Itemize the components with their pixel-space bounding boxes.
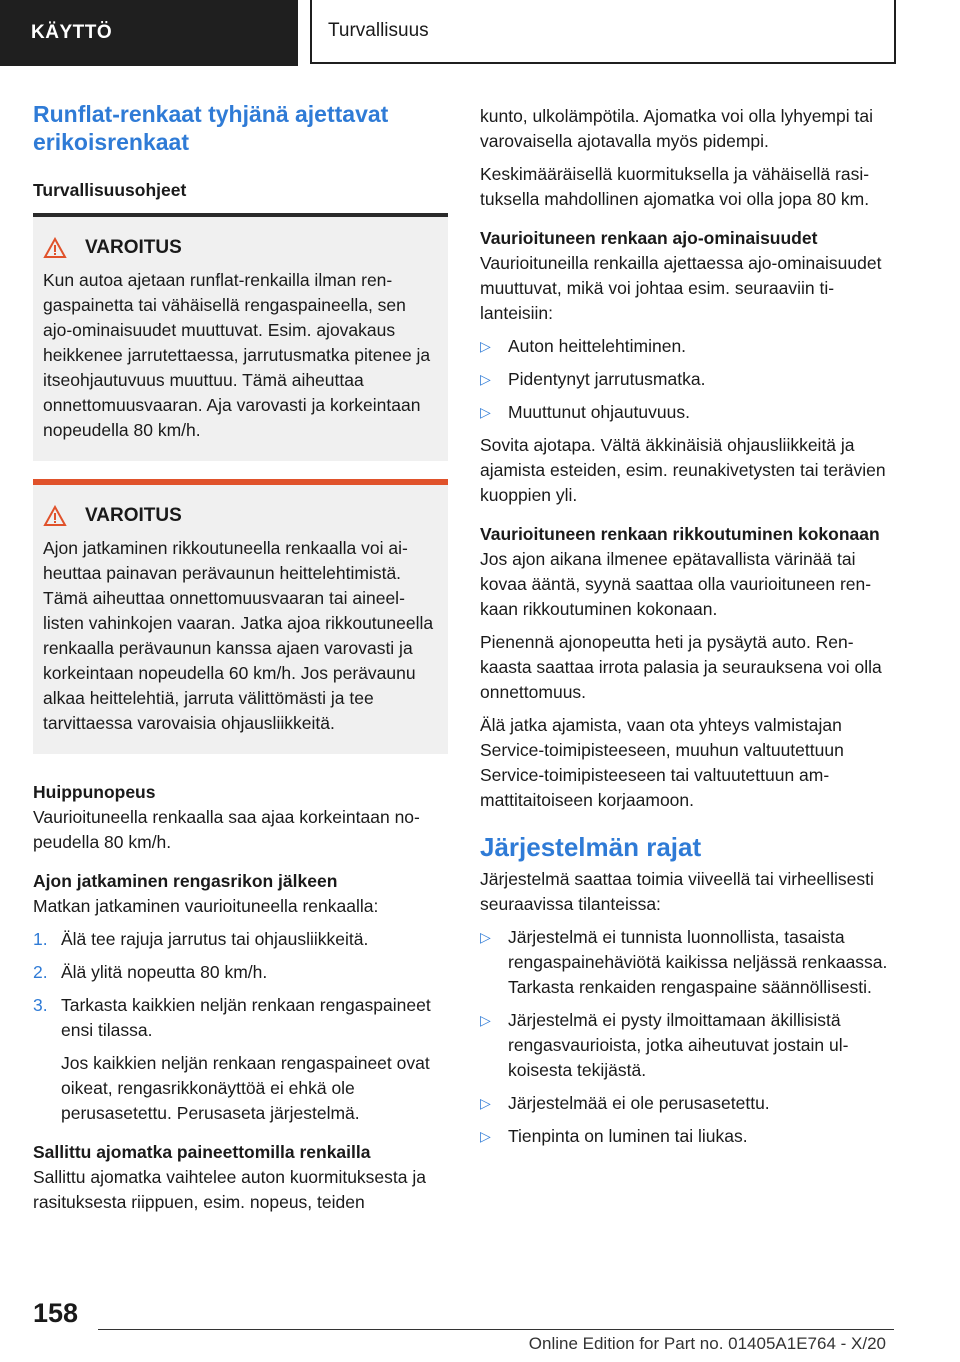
warning-title-2	[43, 503, 438, 528]
step-text: Älä ylitä nopeutta 80 km/h.	[61, 962, 268, 982]
bullet-triangle-icon: ▷	[480, 338, 491, 354]
list-item	[480, 334, 895, 359]
bullet-triangle-icon: ▷	[480, 1012, 491, 1028]
handling-text: Vaurioituneilla renkailla ajettaessa ajo-ominaisuudet muuttuvat, mikä voi johtaa esim. seuraaviin tilanteisiin:	[480, 253, 882, 323]
warning-triangle-icon	[43, 237, 67, 259]
failure-heading: Vaurioituneen renkaan rikkoutuminen kokonaan	[480, 524, 880, 544]
list-item	[480, 1091, 895, 1116]
list-item	[480, 925, 895, 1000]
step-number: 3.	[33, 995, 48, 1015]
list-item	[33, 993, 448, 1043]
step-note: Jos kaikkien neljän renkaan rengaspaineet ovat oikeat, rengasrikkonäyttöä ei ehkä ole perusasetettu. Perusaseta järjestelmä.	[61, 1053, 430, 1123]
range-average: Keskimääräisellä kuormituksella ja vähäisellä rasituksella mahdollinen ajomatka voi olla jopa 80 km.	[480, 164, 870, 209]
item-text: Tienpinta on luminen tai liukas.	[508, 1126, 748, 1146]
safety-heading: Turvallisuusohjeet	[33, 180, 187, 200]
warning-title-1	[43, 235, 438, 260]
step-text: Älä tee rajuja jarrutus tai ohjausliikkeitä.	[61, 929, 369, 949]
list-item	[480, 400, 895, 425]
page-title: Runflat-renkaat tyhjänä ajettavat erikoisrenkaat	[33, 101, 389, 155]
warning-label-2: VAROITUS	[85, 505, 182, 526]
handling-heading: Vaurioituneen renkaan ajo-ominaisuudet	[480, 228, 818, 248]
item-text: Järjestelmä ei pysty ilmoittamaan äkillisistä rengasvaurioista, jotka aiheutuvat jostain ulkoisesta tekijästä.	[508, 1010, 849, 1080]
warning-box-1	[33, 217, 448, 461]
warning-box-2	[33, 485, 448, 754]
continue-intro: Matkan jatkaminen vaurioituneella renkaalla:	[33, 896, 379, 916]
failure-p1: Jos ajon aikana ilmenee epätavallista värinää tai kovaa ääntä, syynä saattaa olla vaurioituneen renkaan rikkoutuminen kokonaan.	[480, 549, 872, 619]
failure-p3: Älä jatka ajamista, vaan ota yhteys valmistajan Service-toimipisteeseen, muuhun valtuutettuun Service-toimipisteeseen tai valtuutettuun ammattitaitoiseen korjaamoon.	[480, 715, 844, 810]
handling-after: Sovita ajotapa. Vältä äkkinäisiä ohjausliikkeitä ja ajamista esteiden, esim. reunakivetysten tai terävien kuoppien yli.	[480, 435, 886, 505]
bullet-triangle-icon: ▷	[480, 1095, 491, 1111]
item-text: Auton heittelehtiminen.	[508, 336, 687, 356]
item-text: Järjestelmä ei tunnista luonnollista, tasaista rengaspainehäviötä kaikissa neljässä renkaassa. Tarkasta renkaiden rengaspaine säännöllisesti.	[508, 927, 888, 997]
limits-list	[480, 925, 895, 1149]
handling-list	[480, 334, 895, 425]
top-speed-text: Vaurioituneella renkaalla saa ajaa korkeintaan nopeudella 80 km/h.	[33, 807, 420, 852]
chapter-label: Turvallisuus	[328, 20, 429, 41]
limits-intro: Järjestelmä saattaa toimia viiveellä tai virheellisesti seuraavissa tilanteissa:	[480, 869, 874, 914]
warning-text-1: Kun autoa ajetaan runflat-renkailla ilman rengaspainetta tai vähäisellä rengaspaineella, sen ajo-ominaisuudet muuttuvat. Esim. ajovakaus heikkenee jarrutettaessa, jarrutusmatka pitenee ja itseohjautuvuus muuttuu. Tämä aiheuttaa onnettomuusvaaran. Aja varovasti ja korkeintaan nopeudella 80 km/h.	[43, 270, 431, 440]
bullet-triangle-icon: ▷	[480, 404, 491, 420]
range-text: Sallittu ajomatka vaihtelee auton kuormituksesta ja rasituksesta riippuen, esim. nopeus, teiden	[33, 1167, 426, 1212]
list-item	[480, 367, 895, 392]
list-item	[33, 960, 448, 985]
range-text-cont: kunto, ulkolämpötila. Ajomatka voi olla lyhyempi tai varovaisella ajotavalla myös pidempi.	[480, 106, 873, 151]
item-text: Pidentynyt jarrutusmatka.	[508, 369, 706, 389]
warning-triangle-icon	[43, 505, 67, 527]
bullet-triangle-icon: ▷	[480, 1128, 491, 1144]
item-text: Muuttunut ohjautuvuus.	[508, 402, 690, 422]
warning-text-2: Ajon jatkaminen rikkoutuneella renkaalla voi aiheuttaa painavan perävaunun heittelehtimistä. Tämä aiheuttaa onnettomuusvaaran tai aineellisten vahinkojen vaaran. Jatka ajoa rikkoutuneella renkaalla perävaunun kanssa ajaen varovasti ja korkeintaan nopeudella 60 km/h. Jos perävaunu alkaa heittelehtiä, jarruta välittömästi ja tee tarvittaessa varovaisia ohjausliikkeitä.	[43, 538, 434, 733]
left-column	[33, 100, 448, 1223]
section-tab	[0, 0, 298, 66]
continue-heading: Ajon jatkaminen rengasrikon jälkeen	[33, 871, 338, 891]
limits-heading: Järjestelmän rajat	[480, 832, 702, 862]
item-text: Järjestelmää ei ole perusasetettu.	[508, 1093, 770, 1113]
step-number: 1.	[33, 929, 48, 949]
failure-p2: Pienennä ajonopeutta heti ja pysäytä auto. Renkaasta saattaa irrota palasia ja seurauksena voi olla onnettomuus.	[480, 632, 882, 702]
list-item	[33, 927, 448, 952]
continue-steps	[33, 927, 448, 1043]
chapter-tab	[310, 0, 896, 64]
top-speed-heading: Huippunopeus	[33, 782, 156, 802]
page-number: 158	[33, 1298, 79, 1328]
range-heading: Sallittu ajomatka paineettomilla renkailla	[33, 1142, 371, 1162]
step-number: 2.	[33, 962, 48, 982]
step-text: Tarkasta kaikkien neljän renkaan rengaspaineet ensi tilassa.	[61, 995, 431, 1040]
section-label: KÄYTTÖ	[31, 22, 113, 43]
bullet-triangle-icon: ▷	[480, 371, 491, 387]
list-item	[480, 1124, 895, 1149]
right-column	[480, 104, 895, 1157]
footer-divider	[98, 1329, 894, 1330]
bullet-triangle-icon: ▷	[480, 929, 491, 945]
edition-text: Online Edition for Part no. 01405A1E764 - X/20	[528, 1334, 886, 1353]
list-item	[480, 1008, 895, 1083]
warning-label-1: VAROITUS	[85, 237, 182, 258]
